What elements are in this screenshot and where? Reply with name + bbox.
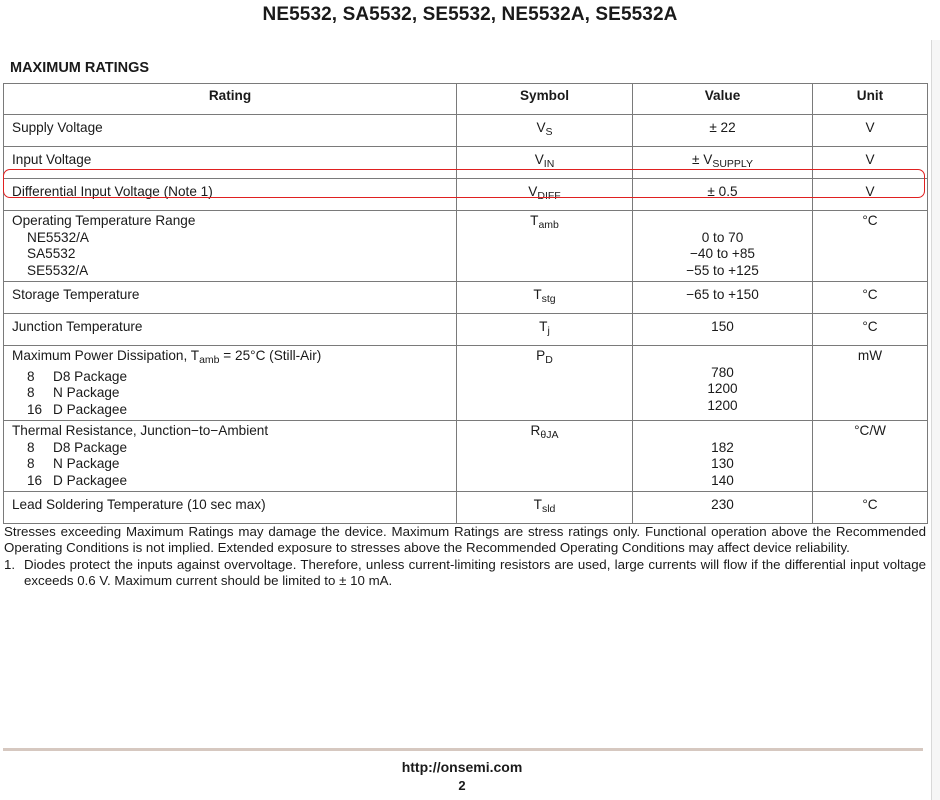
table-header-row bbox=[4, 84, 928, 115]
symbol-subscript: S bbox=[545, 126, 553, 138]
symbol-base: T bbox=[530, 213, 539, 228]
rating-cell: Differential Input Voltage (Note 1) bbox=[4, 179, 457, 211]
sub-item bbox=[12, 456, 448, 473]
symbol-cell bbox=[457, 147, 633, 179]
header-rating: Rating bbox=[4, 84, 457, 115]
symbol-cell bbox=[457, 179, 633, 211]
symbol-subscript: θJA bbox=[540, 429, 559, 441]
header-symbol: Symbol bbox=[457, 84, 633, 115]
sub-label: D Packagee bbox=[53, 401, 128, 417]
symbol-subscript: IN bbox=[543, 158, 555, 170]
disclaimer-text: Stresses exceeding Maximum Ratings may damage the device. Maximum Ratings are stress ratings only. Functional operation above the Recommended Operating Conditions is not implied. Extended exposure to stresses above the Recommended Operating Conditions may affect device reliability. bbox=[4, 524, 926, 555]
unit-cell: mW bbox=[813, 346, 928, 421]
maximum-ratings-table bbox=[3, 83, 928, 524]
sub-value: −40 to +85 bbox=[689, 246, 755, 261]
unit-cell: V bbox=[813, 179, 928, 211]
unit-cell: °C bbox=[813, 282, 928, 314]
value-cell bbox=[633, 211, 813, 282]
page-number: 2 bbox=[458, 778, 466, 793]
sub-value: −55 to +125 bbox=[686, 262, 759, 278]
symbol-base: V bbox=[528, 184, 538, 199]
symbol-subscript: D bbox=[545, 354, 553, 366]
unit-cell: °C bbox=[813, 314, 928, 346]
sub-label: NE5532/A bbox=[27, 229, 89, 245]
sub-value: 130 bbox=[711, 456, 734, 471]
value-cell bbox=[633, 346, 813, 421]
sub-num: 16 bbox=[27, 401, 43, 417]
sub-value: 140 bbox=[711, 472, 734, 488]
sub-value: 0 to 70 bbox=[701, 229, 744, 245]
sub-num: 8 bbox=[27, 439, 35, 455]
rating-post: = 25°C (Still-Air) bbox=[219, 348, 322, 363]
symbol-cell bbox=[457, 211, 633, 282]
symbol-base: V bbox=[534, 152, 544, 167]
table-row bbox=[4, 147, 928, 179]
header-unit: Unit bbox=[813, 84, 928, 115]
value-cell: 150 bbox=[633, 314, 813, 346]
symbol-cell bbox=[457, 314, 633, 346]
table-row bbox=[4, 421, 928, 492]
value-cell bbox=[633, 421, 813, 492]
symbol-cell bbox=[457, 421, 633, 492]
rating-cell: Junction Temperature bbox=[4, 314, 457, 346]
symbol-cell bbox=[457, 282, 633, 314]
footer-url-link[interactable]: http://onsemi.com bbox=[401, 759, 523, 775]
rating-cell: Lead Soldering Temperature (10 sec max) bbox=[4, 492, 457, 524]
sub-item bbox=[12, 440, 448, 457]
sub-label: D8 Package bbox=[53, 368, 128, 384]
sub-value: 780 bbox=[711, 364, 734, 380]
symbol-base: V bbox=[536, 120, 546, 135]
sub-value: 1200 bbox=[707, 397, 738, 413]
symbol-base: P bbox=[536, 348, 546, 363]
header-value: Value bbox=[633, 84, 813, 115]
sub-item bbox=[12, 369, 448, 386]
symbol-subscript: stg bbox=[541, 293, 556, 305]
rating-cell bbox=[4, 346, 457, 421]
table-row-highlighted bbox=[4, 179, 928, 211]
notes-section bbox=[4, 524, 926, 589]
rating-cell: Input Voltage bbox=[4, 147, 457, 179]
sub-label: N Package bbox=[53, 456, 120, 471]
symbol-base: T bbox=[533, 287, 542, 302]
table-row bbox=[4, 492, 928, 524]
table-row bbox=[4, 346, 928, 421]
rating-cell bbox=[4, 211, 457, 282]
unit-cell: °C/W bbox=[813, 421, 928, 492]
sub-num: 8 bbox=[27, 385, 35, 400]
rating-cell bbox=[4, 421, 457, 492]
value-cell bbox=[633, 147, 813, 179]
sub-num: 8 bbox=[27, 456, 35, 471]
page-title: NE5532, SA5532, SE5532, NE5532A, SE5532A bbox=[262, 4, 678, 25]
symbol-base: T bbox=[539, 319, 548, 334]
rating-subscript: amb bbox=[199, 354, 220, 366]
value-cell: −65 to +150 bbox=[633, 282, 813, 314]
rating-title: Thermal Resistance, Junction−to−Ambient bbox=[12, 423, 269, 438]
symbol-cell bbox=[457, 346, 633, 421]
table-row bbox=[4, 314, 928, 346]
table-row bbox=[4, 282, 928, 314]
sub-item bbox=[12, 473, 448, 490]
vertical-scrollbar[interactable] bbox=[931, 40, 940, 800]
value-cell: ± 0.5 bbox=[633, 179, 813, 211]
table-row bbox=[4, 211, 928, 282]
value-subscript: SUPPLY bbox=[712, 158, 753, 170]
symbol-subscript: sld bbox=[541, 503, 556, 515]
unit-cell: V bbox=[813, 147, 928, 179]
sub-value: 182 bbox=[711, 439, 734, 455]
footer-divider bbox=[3, 748, 923, 751]
section-title: MAXIMUM RATINGS bbox=[10, 60, 150, 76]
table-row bbox=[4, 115, 928, 147]
value-base: ± V bbox=[692, 152, 713, 167]
symbol-subscript: j bbox=[547, 325, 550, 337]
value-cell: 230 bbox=[633, 492, 813, 524]
note-number: 1. bbox=[4, 557, 16, 572]
note-item bbox=[4, 557, 926, 589]
symbol-subscript: DIFF bbox=[537, 190, 561, 202]
sub-value: 1200 bbox=[707, 381, 738, 396]
symbol-base: T bbox=[533, 497, 542, 512]
symbol-base: R bbox=[530, 423, 541, 438]
sub-label: N Package bbox=[53, 385, 120, 400]
symbol-subscript: amb bbox=[538, 219, 559, 231]
unit-cell: °C bbox=[813, 211, 928, 282]
value-cell: ± 22 bbox=[633, 115, 813, 147]
rating-title: Operating Temperature Range bbox=[12, 213, 196, 228]
rating-cell: Supply Voltage bbox=[4, 115, 457, 147]
rating-title bbox=[12, 348, 448, 369]
unit-cell: °C bbox=[813, 492, 928, 524]
unit-cell: V bbox=[813, 115, 928, 147]
sub-num: 16 bbox=[27, 472, 43, 488]
sub-label: SE5532/A bbox=[27, 262, 89, 278]
sub-label: D Packagee bbox=[53, 472, 128, 488]
sub-label: SA5532 bbox=[27, 246, 76, 261]
sub-item bbox=[12, 385, 448, 402]
rating-cell: Storage Temperature bbox=[4, 282, 457, 314]
sub-item bbox=[12, 402, 448, 419]
sub-label: D8 Package bbox=[53, 439, 128, 455]
symbol-cell bbox=[457, 115, 633, 147]
symbol-cell bbox=[457, 492, 633, 524]
rating-pre: Maximum Power Dissipation, T bbox=[12, 348, 200, 363]
note-text: Diodes protect the inputs against overvoltage. Therefore, unless current-limiting resistors are used, large currents will flow if the differential input voltage exceeds 0.6 V. Maximum current should be limited to ± 10 mA. bbox=[24, 557, 926, 588]
sub-num: 8 bbox=[27, 368, 35, 384]
